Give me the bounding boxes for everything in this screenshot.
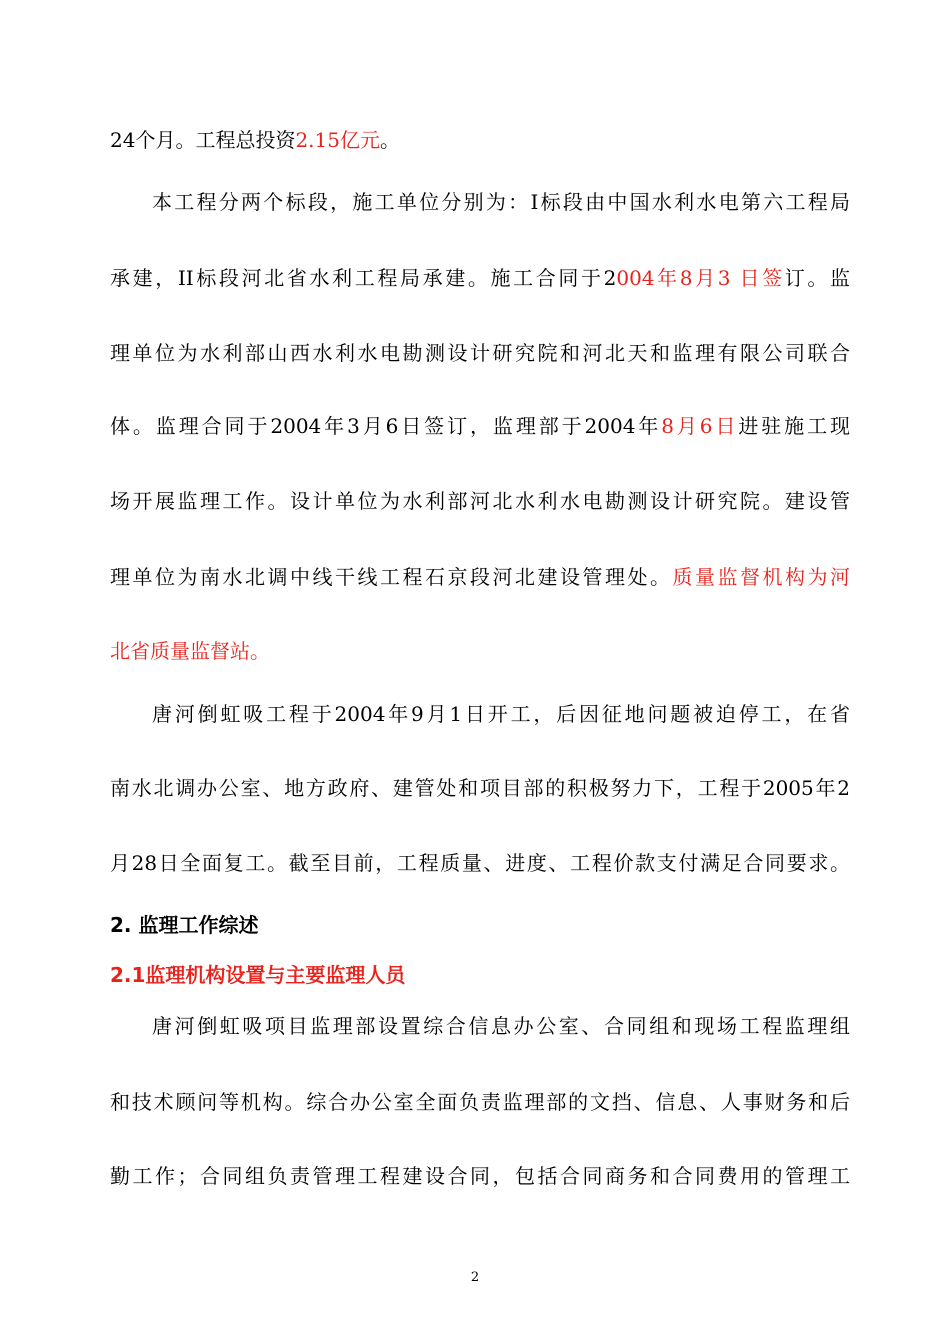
paragraph-line xyxy=(110,849,850,877)
text-run: 。 xyxy=(379,128,400,152)
text-run: 勤工作；合同组负责管理工程建设合同，包括合同商务和合同费用的管理工 xyxy=(110,1164,850,1188)
highlighted-text: 8月6日 xyxy=(661,414,739,438)
text-run: 场开展监理工作。设计单位为水利部河北水利水电勘测设计研究院。建设管 xyxy=(110,489,850,513)
text-run: 南水北调办公室、地方政府、建管处和项目部的积极努力下，工程于2005年2 xyxy=(110,776,850,800)
paragraph-line xyxy=(152,1012,850,1040)
paragraph-line xyxy=(110,264,850,292)
paragraph-line xyxy=(110,774,850,802)
paragraph-line xyxy=(110,126,850,154)
highlighted-text: 004年8月3 日签 xyxy=(616,266,785,290)
paragraph-line xyxy=(110,1088,850,1116)
text-run: 本工程分两个标段，施工单位分别为：I标段由中国水利水电第六工程局 xyxy=(152,190,850,214)
section-heading: 2. 监理工作综述 xyxy=(110,913,259,937)
paragraph-line xyxy=(110,339,850,367)
text-run: 体。监理合同于2004年3月6日签订，监理部于2004年 xyxy=(110,414,662,438)
highlighted-text: 2.15亿元 xyxy=(295,128,380,152)
text-run: 月28日全面复工。截至目前，工程质量、进度、工程价款支付满足合同要求。 xyxy=(110,851,850,875)
page-number: 2 xyxy=(470,1270,480,1285)
subsection-heading: 2.1监理机构设置与主要监理人员 xyxy=(110,963,406,987)
text-run: 理单位为水利部山西水利水电勘测设计研究院和河北天和监理有限公司联合 xyxy=(110,341,850,365)
paragraph-line xyxy=(152,188,850,216)
paragraph-line xyxy=(110,412,850,440)
text-run: 唐河倒虹吸项目监理部设置综合信息办公室、合同组和现场工程监理组 xyxy=(152,1014,850,1038)
text-run: 唐河倒虹吸工程于2004年9月1日开工，后因征地问题被迫停工，在省 xyxy=(152,702,850,726)
paragraph-line xyxy=(110,487,850,515)
paragraph-line xyxy=(110,1162,850,1190)
text-run: 进驻施工现 xyxy=(738,414,850,438)
text-run: 和技术顾问等机构。综合办公室全面负责监理部的文挡、信息、人事财务和后 xyxy=(110,1090,850,1114)
paragraph-line xyxy=(110,563,850,591)
text-run: 理单位为南水北调中线干线工程石京段河北建设管理处。 xyxy=(110,565,673,589)
paragraph-line xyxy=(152,700,850,728)
paragraph-line xyxy=(110,637,850,665)
highlighted-text: 质量监督机构为河 xyxy=(672,565,850,589)
text-run: 24个月。工程总投资 xyxy=(110,128,296,152)
text-run: 承建，II标段河北省水利工程局承建。施工合同于2 xyxy=(110,266,617,290)
text-run: 订。监 xyxy=(784,266,851,290)
highlighted-text: 北省质量监督站。 xyxy=(110,639,270,663)
